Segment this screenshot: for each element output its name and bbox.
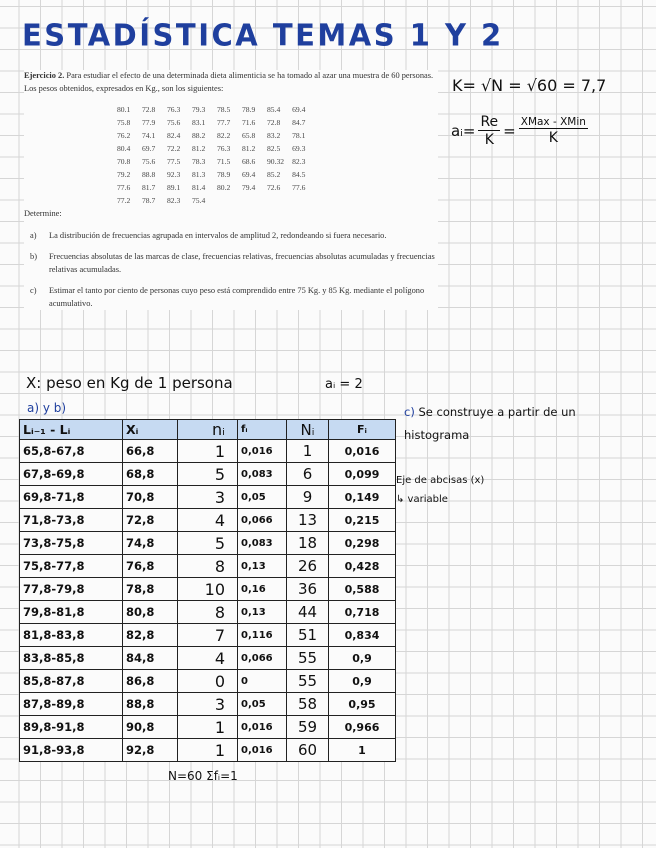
data-cell: 85.2 (267, 170, 281, 180)
table-row (20, 509, 396, 532)
data-cell: 70.8 (117, 157, 131, 167)
part-c-text: Se construye a partir de un histograma (404, 405, 576, 442)
cum-abs-freq-cell: 55 (287, 670, 329, 693)
data-cell: 80.2 (217, 183, 231, 193)
task-item (24, 230, 438, 243)
data-cell: 69.4 (242, 170, 256, 180)
amplitude-value: aᵢ = 2 (325, 377, 363, 392)
data-row (113, 195, 313, 208)
interval-cell: 81,8-83,8 (20, 624, 123, 647)
data-cell: 85.4 (267, 105, 281, 115)
exercise-intro (24, 70, 438, 95)
table-row (20, 624, 396, 647)
cum-rel-freq-cell: 0,966 (329, 716, 396, 739)
fraction-denominator: K (548, 130, 558, 146)
cum-rel-freq-cell: 0,718 (329, 601, 396, 624)
data-cell: 72.8 (142, 105, 156, 115)
class-mark-cell: 70,8 (123, 486, 178, 509)
data-cell: 75.4 (192, 196, 206, 206)
data-row (113, 143, 313, 156)
data-cell: 81.2 (192, 144, 206, 154)
task-letter: b) (30, 252, 37, 261)
data-cell: 81.2 (242, 144, 256, 154)
column-header: Xᵢ (123, 420, 178, 440)
interval-cell: 83,8-85,8 (20, 647, 123, 670)
task-text: Estimar el tanto por ciento de personas cuyo peso está comprendido entre 75 Kg. y 85 Kg. mediante el polígono acumulativo. (49, 286, 425, 308)
cum-rel-freq-cell: 0,9 (329, 670, 396, 693)
rel-freq-cell: 0,016 (238, 440, 287, 463)
fraction-range-over-k (478, 114, 500, 148)
table-row (20, 555, 396, 578)
data-cell (238, 195, 263, 208)
cum-abs-freq-cell: 18 (287, 532, 329, 555)
data-cell: 88.2 (192, 131, 206, 141)
interval-cell: 65,8-67,8 (20, 440, 123, 463)
axis-note-line: Eje de abcisas (x) (396, 475, 485, 486)
data-cell: 65.8 (242, 131, 256, 141)
data-row (113, 130, 313, 143)
table-row (20, 578, 396, 601)
task-text: La distribución de frecuencias agrupada en intervalos de amplitud 2, redondeando si fuera necesario. (49, 230, 387, 240)
data-cell: 77.7 (217, 118, 231, 128)
abs-freq-cell: 1 (178, 440, 238, 463)
data-cell: 81.4 (192, 183, 206, 193)
interval-cell: 89,8-91,8 (20, 716, 123, 739)
rel-freq-cell: 0,13 (238, 601, 287, 624)
abs-freq-cell: 8 (178, 601, 238, 624)
class-mark-cell: 66,8 (123, 440, 178, 463)
abs-freq-cell: 0 (178, 670, 238, 693)
data-cell: 80.1 (117, 105, 131, 115)
weights-data-table (113, 104, 313, 208)
data-cell: 84.5 (292, 170, 306, 180)
task-list (24, 230, 438, 311)
rel-freq-cell: 0,016 (238, 716, 287, 739)
fraction-denominator: K (484, 132, 494, 148)
abs-freq-cell: 7 (178, 624, 238, 647)
data-cell: 71.6 (242, 118, 256, 128)
page-title: ESTADÍSTICA TEMAS 1 Y 2 (22, 17, 504, 53)
rel-freq-cell: 0,05 (238, 486, 287, 509)
class-mark-cell: 76,8 (123, 555, 178, 578)
rel-freq-cell: 0,066 (238, 647, 287, 670)
rel-freq-cell: 0 (238, 670, 287, 693)
interval-cell: 79,8-81,8 (20, 601, 123, 624)
data-cell: 78.3 (192, 157, 206, 167)
data-cell: 69.7 (142, 144, 156, 154)
data-cell: 90.32 (267, 157, 285, 167)
data-cell: 75.8 (117, 118, 131, 128)
equals-sign: = (503, 122, 516, 140)
interval-cell: 75,8-77,8 (20, 555, 123, 578)
task-text: Frecuencias absolutas de las marcas de clase, frecuencias relativas, frecuencias absolutas acumuladas y frecuencias relativas acumuladas. (49, 252, 435, 274)
cum-rel-freq-cell: 0,298 (329, 532, 396, 555)
determine-label: Determine: (24, 209, 62, 218)
data-cell (288, 195, 313, 208)
cum-rel-freq-cell: 0,149 (329, 486, 396, 509)
variable-definition: X: peso en Kg de 1 persona (26, 374, 233, 392)
data-cell (263, 195, 288, 208)
abs-freq-cell: 1 (178, 716, 238, 739)
task-item (24, 251, 438, 276)
data-cell: 81.7 (142, 183, 156, 193)
cum-abs-freq-cell: 26 (287, 555, 329, 578)
data-cell: 77.2 (117, 196, 131, 206)
data-cell: 72.2 (167, 144, 181, 154)
data-cell: 75.6 (142, 157, 156, 167)
totals-note: N=60 Σfᵢ=1 (168, 769, 238, 783)
axis-note-line: ↳ variable (396, 494, 448, 505)
cum-abs-freq-cell: 1 (287, 440, 329, 463)
rel-freq-cell: 0,083 (238, 532, 287, 555)
data-cell: 79.2 (117, 170, 131, 180)
cum-abs-freq-cell: 13 (287, 509, 329, 532)
column-header: Fᵢ (329, 420, 396, 440)
abs-freq-cell: 4 (178, 509, 238, 532)
cum-rel-freq-cell: 0,099 (329, 463, 396, 486)
rel-freq-cell: 0,16 (238, 578, 287, 601)
task-item (24, 285, 438, 310)
cum-abs-freq-cell: 36 (287, 578, 329, 601)
interval-cell: 67,8-69,8 (20, 463, 123, 486)
class-mark-cell: 78,8 (123, 578, 178, 601)
parts-label: a) y b) (27, 401, 67, 415)
abs-freq-cell: 1 (178, 739, 238, 762)
cum-abs-freq-cell: 51 (287, 624, 329, 647)
data-cell: 82.3 (292, 157, 306, 167)
rel-freq-cell: 0,05 (238, 693, 287, 716)
interval-cell: 69,8-71,8 (20, 486, 123, 509)
abs-freq-cell: 10 (178, 578, 238, 601)
data-cell: 80.4 (117, 144, 131, 154)
data-cell: 79.4 (242, 183, 256, 193)
cum-abs-freq-cell: 58 (287, 693, 329, 716)
interval-cell: 85,8-87,8 (20, 670, 123, 693)
table-row (20, 670, 396, 693)
data-cell: 76.3 (167, 105, 181, 115)
cum-abs-freq-cell: 59 (287, 716, 329, 739)
class-mark-cell: 92,8 (123, 739, 178, 762)
cum-rel-freq-cell: 0,9 (329, 647, 396, 670)
data-cell: 72.8 (267, 118, 281, 128)
data-cell: 88.8 (142, 170, 156, 180)
data-cell: 77.6 (117, 183, 131, 193)
interval-cell: 77,8-79,8 (20, 578, 123, 601)
data-cell: 76.2 (117, 131, 131, 141)
data-cell: 77.5 (167, 157, 181, 167)
class-mark-cell: 68,8 (123, 463, 178, 486)
interval-cell: 71,8-73,8 (20, 509, 123, 532)
class-mark-cell: 88,8 (123, 693, 178, 716)
data-cell: 71.5 (217, 157, 231, 167)
data-row (113, 156, 313, 169)
table-row (20, 647, 396, 670)
abs-freq-cell: 3 (178, 486, 238, 509)
table-row (20, 486, 396, 509)
data-row (113, 169, 313, 182)
cum-rel-freq-cell: 0,588 (329, 578, 396, 601)
data-cell: 82.5 (267, 144, 281, 154)
data-cell: 76.3 (217, 144, 231, 154)
k-formula: K= √N = √60 = 7,7 (452, 76, 607, 95)
interval-cell: 87,8-89,8 (20, 693, 123, 716)
data-cell: 79.3 (192, 105, 206, 115)
abs-freq-cell: 8 (178, 555, 238, 578)
column-header: nᵢ (178, 420, 238, 440)
cum-abs-freq-cell: 55 (287, 647, 329, 670)
class-mark-cell: 84,8 (123, 647, 178, 670)
data-cell: 77.9 (142, 118, 156, 128)
cum-abs-freq-cell: 9 (287, 486, 329, 509)
class-mark-cell: 90,8 (123, 716, 178, 739)
class-mark-cell: 82,8 (123, 624, 178, 647)
data-cell: 72.6 (267, 183, 281, 193)
class-mark-cell: 72,8 (123, 509, 178, 532)
data-cell: 77.6 (292, 183, 306, 193)
part-c-letter: c) (404, 405, 415, 419)
table-row (20, 440, 396, 463)
class-mark-cell: 86,8 (123, 670, 178, 693)
table-row (20, 716, 396, 739)
abs-freq-cell: 5 (178, 463, 238, 486)
rel-freq-cell: 0,083 (238, 463, 287, 486)
data-cell: 92.3 (167, 170, 181, 180)
abs-freq-cell: 5 (178, 532, 238, 555)
data-cell: 84.7 (292, 118, 306, 128)
rel-freq-cell: 0,066 (238, 509, 287, 532)
table-row (20, 693, 396, 716)
data-cell: 78.5 (217, 105, 231, 115)
frequency-table (19, 419, 396, 762)
abs-freq-cell: 4 (178, 647, 238, 670)
exercise-intro-text: Para estudiar el efecto de una determinada dieta alimenticia se ha tomado al azar una muestra de 60 personas. Los pesos obtenidos, expresados en Kg., son los siguientes: (24, 71, 434, 93)
interval-cell: 91,8-93,8 (20, 739, 123, 762)
data-cell: 81.3 (192, 170, 206, 180)
cum-rel-freq-cell: 0,428 (329, 555, 396, 578)
data-cell (213, 195, 238, 208)
table-row (20, 739, 396, 762)
amplitude-formula (451, 114, 591, 148)
table-row (20, 532, 396, 555)
data-cell: 89.1 (167, 183, 181, 193)
table-row (20, 601, 396, 624)
frequency-table-header (20, 420, 396, 440)
rel-freq-cell: 0,13 (238, 555, 287, 578)
cum-rel-freq-cell: 0,834 (329, 624, 396, 647)
column-header: Nᵢ (287, 420, 329, 440)
data-row (113, 117, 313, 130)
data-cell: 82.4 (167, 131, 181, 141)
interval-cell: 73,8-75,8 (20, 532, 123, 555)
data-row (113, 104, 313, 117)
data-row (113, 182, 313, 195)
fraction-numerator: XMax - XMin (520, 116, 586, 128)
data-cell: 69.3 (292, 144, 306, 154)
data-cell: 78.9 (242, 105, 256, 115)
data-cell: 74.1 (142, 131, 156, 141)
data-cell: 82.3 (167, 196, 181, 206)
data-cell: 82.2 (217, 131, 231, 141)
data-cell: 83.1 (192, 118, 206, 128)
data-cell: 83.2 (267, 131, 281, 141)
data-cell: 68.6 (242, 157, 256, 167)
data-cell: 78.9 (217, 170, 231, 180)
abs-freq-cell: 3 (178, 693, 238, 716)
data-cell: 75.6 (167, 118, 181, 128)
axis-note (396, 471, 484, 509)
column-header: Lᵢ₋₁ - Lᵢ (20, 420, 123, 440)
amplitude-label: aᵢ= (451, 122, 476, 140)
data-cell: 78.7 (142, 196, 156, 206)
task-letter: c) (30, 286, 37, 295)
cum-rel-freq-cell: 0,215 (329, 509, 396, 532)
cum-rel-freq-cell: 0,016 (329, 440, 396, 463)
table-row (20, 463, 396, 486)
cum-abs-freq-cell: 60 (287, 739, 329, 762)
class-mark-cell: 80,8 (123, 601, 178, 624)
fraction-max-min-over-k (519, 116, 588, 146)
rel-freq-cell: 0,016 (238, 739, 287, 762)
exercise-statement (24, 70, 438, 310)
task-letter: a) (30, 230, 37, 240)
cum-abs-freq-cell: 44 (287, 601, 329, 624)
cum-rel-freq-cell: 1 (329, 739, 396, 762)
part-c-note (404, 401, 644, 447)
data-cell: 78.1 (292, 131, 306, 141)
class-mark-cell: 74,8 (123, 532, 178, 555)
exercise-label: Ejercicio 2. (24, 71, 65, 80)
cum-abs-freq-cell: 6 (287, 463, 329, 486)
data-cell: 69.4 (292, 105, 306, 115)
column-header: fᵢ (238, 420, 287, 440)
fraction-numerator: Re (480, 114, 499, 130)
cum-rel-freq-cell: 0,95 (329, 693, 396, 716)
rel-freq-cell: 0,116 (238, 624, 287, 647)
